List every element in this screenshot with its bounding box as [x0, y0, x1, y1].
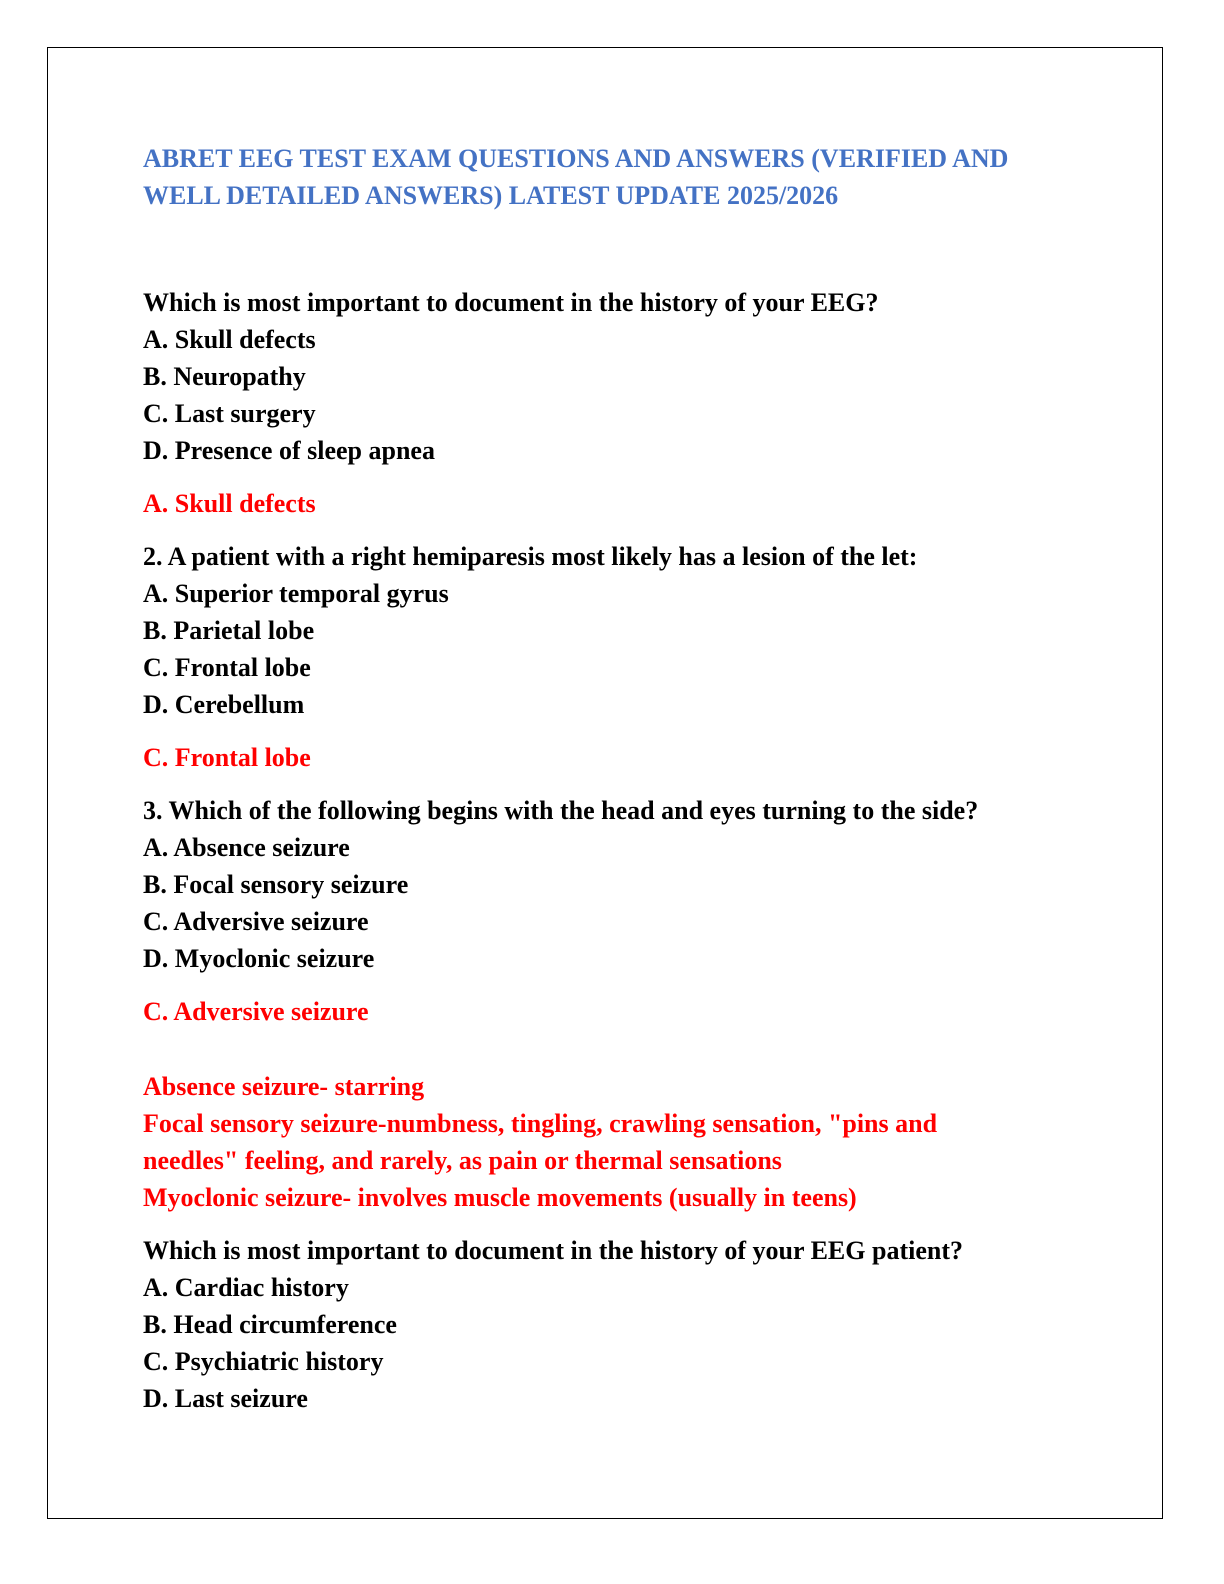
- option-d: D. Myoclonic seizure: [143, 944, 375, 973]
- document-body: [143, 140, 1103, 1417]
- answer: C. Frontal lobe: [143, 743, 311, 772]
- option-b: B. Parietal lobe: [143, 616, 315, 645]
- question-2: [143, 538, 1103, 776]
- question-3: [143, 792, 1103, 1030]
- explanation-notes: [143, 1068, 1103, 1216]
- title-line-1: ABRET EEG TEST EXAM QUESTIONS AND ANSWERS (VERIFIED AND: [143, 144, 1009, 173]
- title-line-2: WELL DETAILED ANSWERS) LATEST UPDATE 2025/2026: [143, 181, 839, 210]
- answer: A. Skull defects: [143, 489, 316, 518]
- answer: C. Adversive seizure: [143, 997, 369, 1026]
- option-c: C. Last surgery: [143, 399, 316, 428]
- note-line-3: needles" feeling, and rarely, as pain or thermal sensations: [143, 1146, 782, 1175]
- document-title: [143, 140, 1103, 214]
- question-text: Which is most important to document in the history of your EEG patient?: [143, 1236, 963, 1265]
- question-4: [143, 1232, 1103, 1417]
- option-c: C. Adversive seizure: [143, 907, 369, 936]
- question-1: [143, 284, 1103, 522]
- option-a: A. Absence seizure: [143, 833, 350, 862]
- question-text: 2. A patient with a right hemiparesis most likely has a lesion of the let:: [143, 542, 918, 571]
- option-b: B. Neuropathy: [143, 362, 306, 391]
- option-c: C. Psychiatric history: [143, 1347, 384, 1376]
- option-a: A. Cardiac history: [143, 1273, 349, 1302]
- option-b: B. Head circumference: [143, 1310, 397, 1339]
- option-a: A. Superior temporal gyrus: [143, 579, 449, 608]
- question-text: 3. Which of the following begins with the head and eyes turning to the side?: [143, 796, 979, 825]
- note-line-2: Focal sensory seizure-numbness, tingling, crawling sensation, "pins and: [143, 1109, 938, 1138]
- option-c: C. Frontal lobe: [143, 653, 311, 682]
- option-a: A. Skull defects: [143, 325, 316, 354]
- option-d: D. Last seizure: [143, 1384, 308, 1413]
- option-d: D. Cerebellum: [143, 690, 305, 719]
- question-text: Which is most important to document in the history of your EEG?: [143, 288, 879, 317]
- option-b: B. Focal sensory seizure: [143, 870, 409, 899]
- note-line-1: Absence seizure- starring: [143, 1072, 425, 1101]
- option-d: D. Presence of sleep apnea: [143, 436, 435, 465]
- note-line-4: Myoclonic seizure- involves muscle movements (usually in teens): [143, 1183, 857, 1212]
